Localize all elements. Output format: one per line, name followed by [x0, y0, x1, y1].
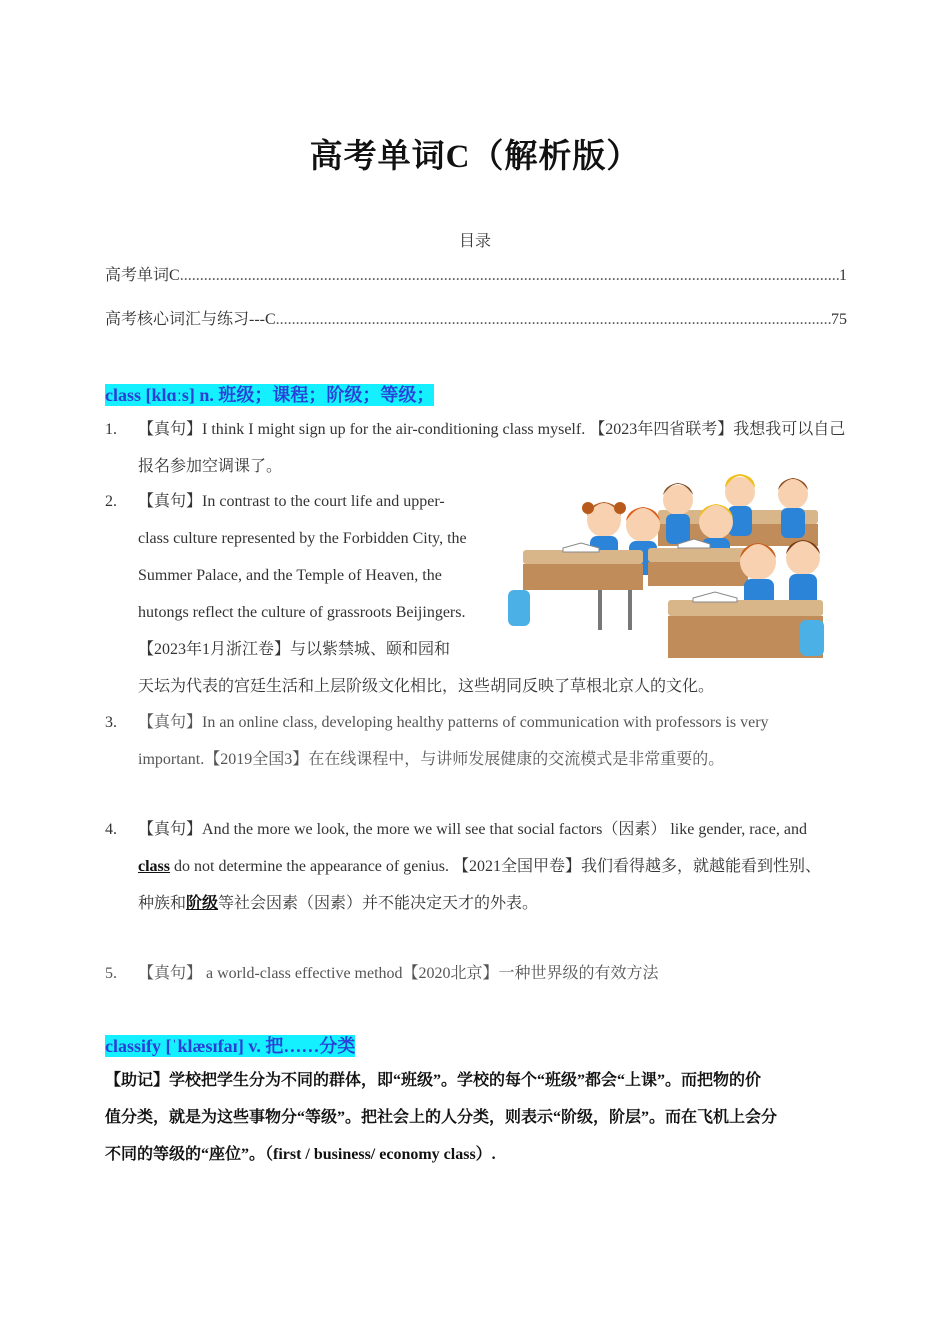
headword-highlight: class [klɑːs] n. 班级；课程；阶级；等级；: [105, 385, 435, 405]
item-tag: 【真句】: [138, 965, 203, 982]
item-chinese: 我想我可以自己报名参加空调课了。: [138, 421, 846, 475]
item-chinese-line: 【2023年1月浙江卷】与以紫禁城、颐和园和: [138, 641, 451, 658]
example-item: [105, 811, 865, 922]
item-tag: 【真句】: [138, 821, 203, 838]
item-chinese-line: 天坛为代表的宫廷生活和上层阶级文化相比，这些胡同反映了草根北京人的文化。: [138, 678, 715, 695]
headword-classify: [105, 1032, 355, 1058]
item-chinese: 种族和: [138, 895, 187, 912]
example-item: [105, 704, 855, 778]
item-tag: 【真句】: [138, 421, 203, 438]
page-title: 高考单词C（解析版）: [309, 139, 641, 175]
item-english: In an online class, developing healthy patterns of communication with professors is very: [202, 714, 769, 731]
item-tag: 【真句】: [138, 493, 203, 510]
item-english-line: class culture represented by the Forbidden City, the: [138, 530, 467, 547]
item-english-line: hutongs reflect the culture of grassroots Beijingers.: [138, 604, 466, 621]
example-item: [105, 483, 715, 705]
item-source: 【2020北京】: [402, 965, 499, 982]
keyword-underlined: 阶级: [186, 895, 219, 912]
keyword-underlined: class: [138, 858, 170, 875]
toc-entry[interactable]: [105, 306, 847, 329]
item-chinese: 在在线课程中，与讲师发展健康的交流模式是非常重要的。: [308, 751, 725, 768]
headword-highlight: classify [ˈklæsɪfaɪ] v. 把……分类: [105, 1036, 356, 1056]
item-number: 2.: [105, 493, 117, 510]
headword-class: [105, 381, 434, 407]
toc-entry-label: 高考单词C: [105, 267, 180, 284]
memo-line: 【助记】学校把学生分为不同的群体，即“班级”。学校的每个“班级”都会“上课”。而把物的价: [105, 1072, 762, 1089]
item-english: I think I might sign up for the air-conditioning class myself.: [202, 421, 590, 438]
toc-leader: [180, 267, 839, 285]
memory-aid: [105, 1062, 850, 1173]
toc-heading: 目录: [458, 233, 491, 250]
item-number: 1.: [105, 421, 117, 438]
item-english-line: In contrast to the court life and upper-: [202, 493, 445, 510]
item-chinese: 等社会因素（因素）并不能决定天才的外表。: [218, 895, 539, 912]
item-number: 3.: [105, 714, 117, 731]
item-source: 【2019全国3】: [204, 751, 309, 768]
item-english: important.: [138, 751, 205, 768]
example-item: [105, 955, 855, 992]
item-tag: 【真句】: [138, 714, 203, 731]
memo-line: 值分类，就是为这些事物分“等级”。把社会上的人分类，则表示“阶级，阶层”。而在飞机上会分: [105, 1109, 778, 1126]
item-number: 5.: [105, 965, 117, 982]
item-chinese: 我们看得越多，就越能看到性别、: [581, 858, 822, 875]
item-number: 4.: [105, 821, 117, 838]
toc-entry-page: 75: [831, 311, 847, 328]
toc-entry[interactable]: [105, 262, 847, 285]
item-english: a world-class effective method: [202, 965, 403, 982]
item-english-line: Summer Palace, and the Temple of Heaven, the: [138, 567, 442, 584]
item-english: do not determine the appearance of genius.: [170, 858, 453, 875]
toc-entry-label: 高考核心词汇与练习---C: [105, 311, 276, 328]
toc-entry-page: 1: [839, 267, 847, 284]
item-english: And the more we look, the more we will see that social factors（因素） like gender, race, and: [202, 821, 807, 838]
item-chinese: 一种世界级的有效方法: [498, 965, 659, 982]
memo-line: 不同的等级的“座位”。（first / business/ economy class）.: [105, 1146, 496, 1163]
item-source: 【2021全国甲卷】: [453, 858, 582, 875]
classroom-students-illustration: [508, 470, 828, 670]
item-source: 【2023年四省联考】: [589, 421, 734, 438]
toc-leader: [276, 311, 831, 329]
